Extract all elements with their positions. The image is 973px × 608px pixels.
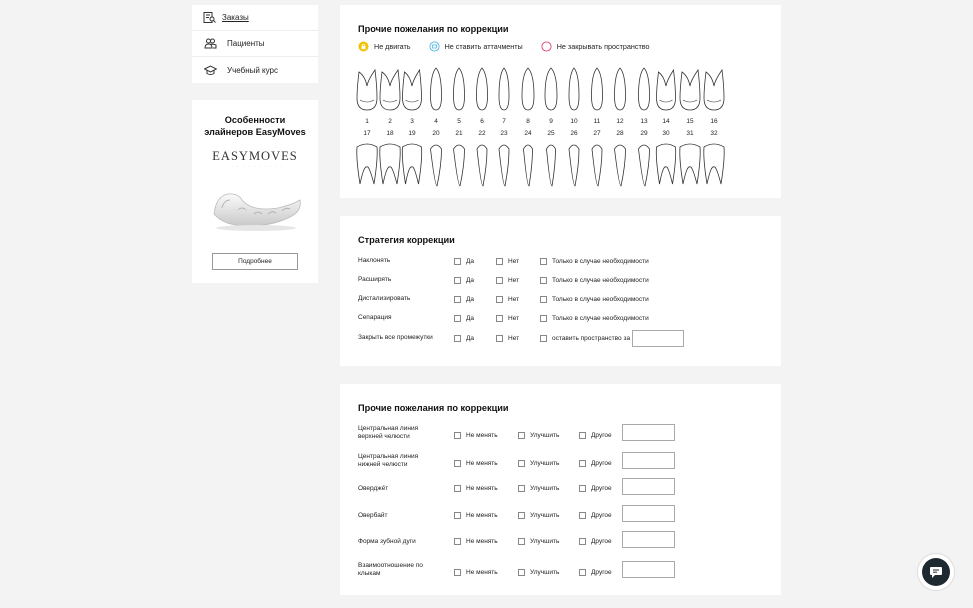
improve-label: Улучшить: [530, 568, 560, 576]
strategy-row: [358, 273, 768, 287]
nav-label: Учебный курс: [227, 65, 278, 75]
tooth-19[interactable]: [402, 144, 421, 184]
tooth-number-label: 6: [480, 118, 484, 125]
strategy-row-label: Дистализировать: [358, 295, 411, 302]
checkbox-box[interactable]: [454, 460, 461, 467]
strategy-row-label: Расширять: [358, 276, 392, 283]
tooth-18[interactable]: [380, 144, 400, 184]
other-row-label: [358, 538, 416, 546]
checkbox-box[interactable]: [540, 277, 547, 284]
checkbox-box[interactable]: [454, 538, 461, 545]
other-label: Другое: [591, 431, 612, 439]
label-line1: Овербайт: [358, 512, 388, 519]
checkbox-box[interactable]: [579, 538, 586, 545]
tooth-20[interactable]: [431, 145, 442, 186]
no-change-checkbox[interactable]: [454, 534, 498, 548]
no-change-label: Не менять: [466, 537, 498, 545]
tooth-number-label: 32: [710, 130, 718, 137]
promo-more-button[interactable]: Подробнее: [212, 253, 298, 270]
tooth-number-label: 24: [524, 130, 532, 137]
strategy-row: [358, 254, 768, 268]
label-line1: Центральная линия: [358, 453, 419, 460]
improve-checkbox[interactable]: [518, 481, 559, 495]
tooth-number-label: 1: [365, 118, 369, 125]
other-text-input[interactable]: [622, 561, 675, 578]
other-checkbox[interactable]: [579, 534, 612, 548]
chat-icon-wrap: [922, 558, 950, 586]
no-checkbox[interactable]: [496, 254, 519, 268]
label-line1: Центральная линия: [358, 425, 419, 432]
tooth-number-label: 14: [662, 118, 670, 125]
tooth-16[interactable]: [704, 70, 724, 110]
tooth-number-label: 15: [686, 118, 694, 125]
strategy-row: [358, 311, 768, 325]
nav-item-patients[interactable]: [192, 31, 318, 57]
yes-checkbox[interactable]: [454, 292, 474, 306]
tooth-22[interactable]: [477, 145, 487, 186]
yes-label: Да: [466, 334, 475, 342]
label-line2: клыкам: [358, 570, 381, 577]
no-label: Нет: [508, 257, 520, 265]
other-checkbox[interactable]: [579, 428, 612, 442]
orders-icon: [203, 12, 216, 23]
tooth-23[interactable]: [499, 145, 509, 186]
tooth-number-label: 30: [662, 130, 670, 137]
yes-checkbox[interactable]: [454, 311, 474, 325]
option-label: Только в случае необходимости: [552, 257, 649, 265]
label-line1: Взаимоотношение по: [358, 562, 423, 569]
only-if-needed-checkbox[interactable]: [540, 331, 630, 345]
tooth-number-label: 27: [593, 130, 601, 137]
tooth-number-label: 31: [686, 130, 694, 137]
other-title: Прочие пожелания по коррекции: [358, 403, 509, 413]
only-if-needed-checkbox[interactable]: [540, 311, 649, 325]
tooth-number-label: 28: [616, 130, 624, 137]
aligner-image: [208, 184, 304, 232]
tooth-7[interactable]: [499, 68, 509, 110]
brand-tagline-mark: · · · · · · · · · · ·: [226, 164, 284, 169]
other-checkbox[interactable]: [579, 565, 612, 579]
checkbox-box[interactable]: [496, 296, 503, 303]
nav-item-course[interactable]: [192, 57, 318, 83]
checkbox-box[interactable]: [454, 258, 461, 265]
checkbox-box[interactable]: [579, 460, 586, 467]
yes-label: Да: [466, 295, 475, 303]
tooth-10[interactable]: [569, 68, 579, 110]
other-row: [358, 453, 768, 467]
tooth-12[interactable]: [615, 68, 626, 110]
checkbox-box[interactable]: [579, 432, 586, 439]
legend-label: Не закрывать пространство: [556, 42, 650, 51]
improve-label: Улучшить: [530, 431, 560, 439]
tooth-number-label: 4: [434, 118, 438, 125]
other-row-label: [358, 453, 418, 469]
no-change-checkbox[interactable]: [454, 481, 498, 495]
strategy-title: Стратегия коррекции: [358, 235, 455, 245]
checkbox-box[interactable]: [454, 296, 461, 303]
no-change-checkbox[interactable]: [454, 428, 498, 442]
promo-card: [192, 100, 318, 283]
label-line2: верхней челюсти: [358, 433, 410, 440]
patients-icon: [204, 38, 217, 49]
tooth-21[interactable]: [454, 145, 465, 186]
label-line2: нижней челюсти: [358, 461, 408, 468]
tooth-number-label: 16: [710, 118, 718, 125]
tooth-17[interactable]: [357, 144, 377, 184]
improve-checkbox[interactable]: [518, 534, 559, 548]
tooth-8[interactable]: [522, 68, 534, 110]
tooth-number-label: 3: [410, 118, 414, 125]
tooth-number-label: 17: [363, 130, 371, 137]
other-row: [358, 508, 768, 522]
no-checkbox[interactable]: [496, 331, 519, 345]
checkbox-box[interactable]: [518, 512, 525, 519]
tooth-number-label: 19: [408, 130, 416, 137]
other-row-label: [358, 562, 423, 578]
tooth-number-label: 12: [616, 118, 624, 125]
checkbox-box[interactable]: [496, 258, 503, 265]
tooth-number-label: 9: [549, 118, 553, 125]
other-checkbox[interactable]: [579, 508, 612, 522]
other-text-input[interactable]: [622, 452, 675, 469]
tooth-number-label: 25: [547, 130, 555, 137]
tooth-13[interactable]: [639, 68, 650, 110]
yes-checkbox[interactable]: [454, 254, 474, 268]
no-checkbox[interactable]: [496, 311, 519, 325]
tooth-24[interactable]: [524, 145, 533, 186]
tooth-4[interactable]: [431, 68, 442, 110]
promo-title: [192, 114, 318, 138]
improve-checkbox[interactable]: [518, 456, 559, 470]
course-icon: [204, 65, 217, 76]
strategy-card: [340, 216, 781, 366]
tooth-number-label: 26: [570, 130, 578, 137]
improve-checkbox[interactable]: [518, 508, 559, 522]
tooth-number-label: 2: [388, 118, 392, 125]
other-label: Другое: [591, 537, 612, 545]
chat-icon: [929, 566, 943, 579]
option-label: Только в случае необходимости: [552, 314, 649, 322]
chat-button[interactable]: [917, 553, 955, 591]
teeth-card-title: Прочие пожелания по коррекции: [358, 24, 509, 34]
other-row: [358, 481, 768, 495]
no-change-label: Не менять: [466, 484, 498, 492]
tooth-11[interactable]: [592, 68, 603, 110]
promo-title-line1: Особенности: [224, 115, 286, 125]
tooth-number-label: 5: [457, 118, 461, 125]
checkbox-box[interactable]: [454, 315, 461, 322]
checkbox-box[interactable]: [518, 460, 525, 467]
tooth-number-label: 22: [478, 130, 486, 137]
checkbox-box[interactable]: [454, 485, 461, 492]
only-if-needed-checkbox[interactable]: [540, 292, 649, 306]
no-checkbox[interactable]: [496, 292, 519, 306]
other-wishes-card: [340, 384, 781, 595]
tooth-number-label: 29: [640, 130, 648, 137]
tooth-25[interactable]: [547, 145, 556, 186]
other-text-input[interactable]: [622, 424, 675, 441]
no-change-label: Не менять: [466, 511, 498, 519]
no-change-label: Не менять: [466, 568, 498, 576]
improve-checkbox[interactable]: [518, 428, 559, 442]
tooth-30[interactable]: [656, 144, 675, 184]
no-change-checkbox[interactable]: [454, 565, 498, 579]
label-line1: Овердже́т: [358, 485, 389, 492]
nav-label: Пациенты: [227, 39, 265, 48]
no-label: Нет: [508, 276, 520, 284]
other-row-label: [358, 485, 388, 493]
other-text-input[interactable]: [622, 478, 675, 495]
tooth-number-label: 8: [526, 118, 530, 125]
other-checkbox[interactable]: [579, 456, 612, 470]
no-label: Нет: [508, 295, 520, 303]
improve-label: Улучшить: [530, 511, 560, 519]
tooth-number-label: 13: [640, 118, 648, 125]
tooth-29[interactable]: [639, 145, 650, 186]
space-amount-input[interactable]: [632, 330, 684, 347]
checkbox-box[interactable]: [496, 335, 503, 342]
improve-label: Улучшить: [530, 459, 560, 467]
other-row-label: [358, 425, 418, 441]
yes-label: Да: [466, 314, 475, 322]
checkbox-box[interactable]: [579, 485, 586, 492]
other-checkbox[interactable]: [579, 481, 612, 495]
other-text-input[interactable]: [622, 531, 675, 548]
other-label: Другое: [591, 484, 612, 492]
tooth-number-label: 23: [500, 130, 508, 137]
checkbox-box[interactable]: [540, 315, 547, 322]
tooth-15[interactable]: [680, 70, 700, 110]
yes-label: Да: [466, 257, 475, 265]
teeth-chart: [340, 5, 781, 198]
improve-label: Улучшить: [530, 537, 560, 545]
checkbox-box[interactable]: [496, 277, 503, 284]
brand-logo: EASYMOVES: [212, 149, 298, 163]
option-label: Только в случае необходимости: [552, 276, 649, 284]
only-if-needed-checkbox[interactable]: [540, 273, 649, 287]
tooth-1[interactable]: [357, 70, 377, 110]
no-change-checkbox[interactable]: [454, 508, 498, 522]
yes-label: Да: [466, 276, 475, 284]
checkbox-box[interactable]: [454, 335, 461, 342]
tooth-31[interactable]: [680, 144, 700, 184]
no-label: Нет: [508, 314, 520, 322]
strategy-row: [358, 292, 768, 306]
tooth-number-label: 11: [593, 118, 601, 125]
label-line1: Форма зубной дуги: [358, 538, 416, 545]
checkbox-box[interactable]: [518, 538, 525, 545]
tooth-28[interactable]: [615, 145, 626, 186]
checkbox-box[interactable]: [518, 485, 525, 492]
tooth-2[interactable]: [380, 70, 400, 110]
tooth-32[interactable]: [704, 144, 724, 184]
improve-checkbox[interactable]: [518, 565, 559, 579]
checkbox-box[interactable]: [454, 277, 461, 284]
teeth-card: [340, 5, 781, 198]
legend-label: Не ставить аттачменты: [444, 42, 523, 51]
other-label: Другое: [591, 568, 612, 576]
other-row-label: [358, 512, 387, 520]
only-if-needed-checkbox[interactable]: [540, 254, 649, 268]
checkbox-box[interactable]: [518, 432, 525, 439]
strategy-row-label: Закрыть все промежутки: [358, 334, 433, 341]
yes-checkbox[interactable]: [454, 331, 474, 345]
tooth-27[interactable]: [592, 145, 602, 186]
legend-label: Не двигать: [374, 42, 411, 51]
checkbox-box[interactable]: [540, 258, 547, 265]
no-change-checkbox[interactable]: [454, 456, 498, 470]
tooth-9[interactable]: [545, 68, 557, 110]
option-label: Только в случае необходимости: [552, 295, 649, 303]
no-checkbox[interactable]: [496, 273, 519, 287]
tooth-number-label: 18: [386, 130, 394, 137]
other-text-input[interactable]: [622, 505, 675, 522]
checkbox-box[interactable]: [540, 335, 547, 342]
checkbox-box[interactable]: [518, 569, 525, 576]
checkbox-box[interactable]: [496, 315, 503, 322]
tooth-5[interactable]: [454, 68, 465, 110]
tooth-number-label: 20: [432, 130, 440, 137]
checkbox-box[interactable]: [579, 512, 586, 519]
other-row: [358, 562, 768, 576]
checkbox-box[interactable]: [454, 432, 461, 439]
nav-item-orders[interactable]: [192, 5, 318, 31]
checkbox-box[interactable]: [579, 569, 586, 576]
no-change-label: Не менять: [466, 459, 498, 467]
other-row: [358, 534, 768, 548]
checkbox-box[interactable]: [540, 296, 547, 303]
yes-checkbox[interactable]: [454, 273, 474, 287]
tooth-3[interactable]: [403, 70, 422, 110]
other-label: Другое: [591, 459, 612, 467]
promo-title-line2: элайнеров EasyMoves: [204, 127, 306, 137]
strategy-row: [358, 331, 768, 345]
strategy-row-label: Сепарация: [358, 314, 392, 321]
other-row: [358, 425, 768, 439]
strategy-row-label: Наклонять: [358, 257, 391, 264]
checkbox-box[interactable]: [454, 569, 461, 576]
sidebar-nav: [192, 5, 318, 83]
nav-label: Заказы: [222, 13, 249, 22]
tooth-26[interactable]: [569, 145, 579, 186]
tooth-14[interactable]: [657, 70, 676, 110]
option-label: оставить пространство за: [552, 334, 631, 342]
checkbox-box[interactable]: [454, 512, 461, 519]
no-label: Нет: [508, 334, 520, 342]
no-change-label: Не менять: [466, 431, 498, 439]
tooth-number-label: 21: [455, 130, 463, 137]
improve-label: Улучшить: [530, 484, 560, 492]
other-label: Другое: [591, 511, 612, 519]
tooth-number-label: 7: [502, 118, 506, 125]
tooth-number-label: 10: [570, 118, 578, 125]
tooth-6[interactable]: [477, 68, 488, 110]
